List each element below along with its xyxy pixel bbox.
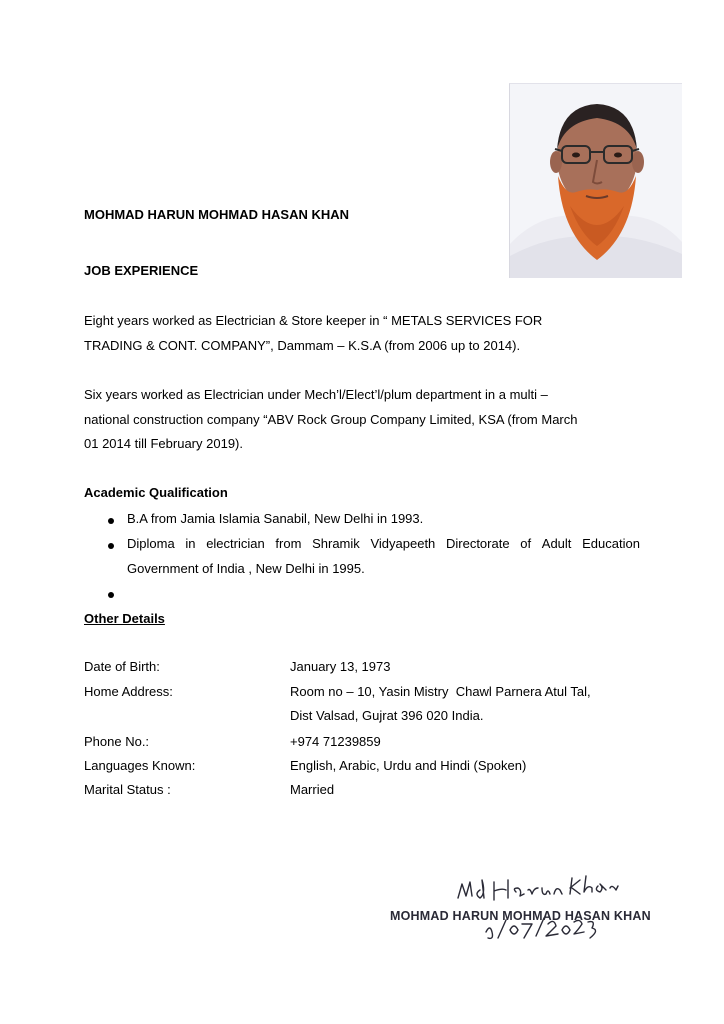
academic-item-2-word: of	[520, 536, 532, 551]
address-line-1: Room no – 10, Yasin Mistry Chawl Parnera Atul Tal,	[290, 684, 591, 699]
marital-label: Marital Status :	[84, 782, 171, 797]
academic-item-2-word: Diploma	[127, 536, 175, 551]
experience-2-line-1: Six years worked as Electrician under Mech’l/Elect’l/plum department in a multi –	[84, 387, 548, 402]
address-line-2: Dist Valsad, Gujrat 396 020 India.	[290, 708, 484, 723]
academic-item-2-word: from	[275, 536, 302, 551]
languages-label: Languages Known:	[84, 758, 196, 773]
experience-1-line-2: TRADING & CONT. COMPANY”, Dammam – K.S.A (from 2006 up to 2014).	[84, 338, 521, 353]
other-details-heading: Other Details	[84, 611, 165, 626]
marital-value: Married	[290, 782, 335, 797]
academic-item-2-word: Adult	[541, 536, 572, 551]
academic-item-2-line-2: Government of India , New Delhi in 1995.	[127, 561, 365, 576]
bullet-icon	[108, 592, 114, 598]
academic-item-2-line-1	[127, 536, 640, 551]
job-experience-heading: JOB EXPERIENCE	[84, 263, 199, 278]
address-label: Home Address:	[84, 684, 173, 699]
profile-photo	[509, 83, 682, 278]
handwritten-signature	[440, 860, 640, 950]
dob-value: January 13, 1973	[290, 659, 391, 674]
profile-photo-drawing	[510, 84, 682, 278]
bullet-icon	[108, 543, 114, 549]
languages-value: English, Arabic, Urdu and Hindi (Spoken)	[290, 758, 527, 773]
academic-item-2-word: Shramik	[312, 536, 360, 551]
academic-item-2-word: Directorate	[445, 536, 510, 551]
experience-2-line-2: national construction company “ABV Rock Group Company Limited, KSA (from March	[84, 412, 578, 427]
academic-heading: Academic Qualification	[84, 485, 228, 500]
academic-item-2-word: electrician	[206, 536, 265, 551]
bullet-icon	[108, 518, 114, 524]
academic-item-1: B.A from Jamia Islamia Sanabil, New Delhi in 1993.	[127, 511, 424, 526]
experience-1-line-1: Eight years worked as Electrician & Store keeper in “ METALS SERVICES FOR	[84, 313, 543, 328]
academic-item-2-word: in	[185, 536, 196, 551]
candidate-name: MOHMAD HARUN MOHMAD HASAN KHAN	[84, 207, 350, 222]
experience-2-line-3: 01 2014 till February 2019).	[84, 436, 243, 451]
academic-item-2-word: Education	[582, 536, 640, 551]
phone-value: +974 71239859	[290, 734, 381, 749]
dob-label: Date of Birth:	[84, 659, 160, 674]
academic-item-2-word: Vidyapeeth	[370, 536, 436, 551]
phone-label: Phone No.:	[84, 734, 150, 749]
signature-printed-name: MOHMAD HARUN MOHMAD HASAN KHAN	[390, 909, 651, 923]
